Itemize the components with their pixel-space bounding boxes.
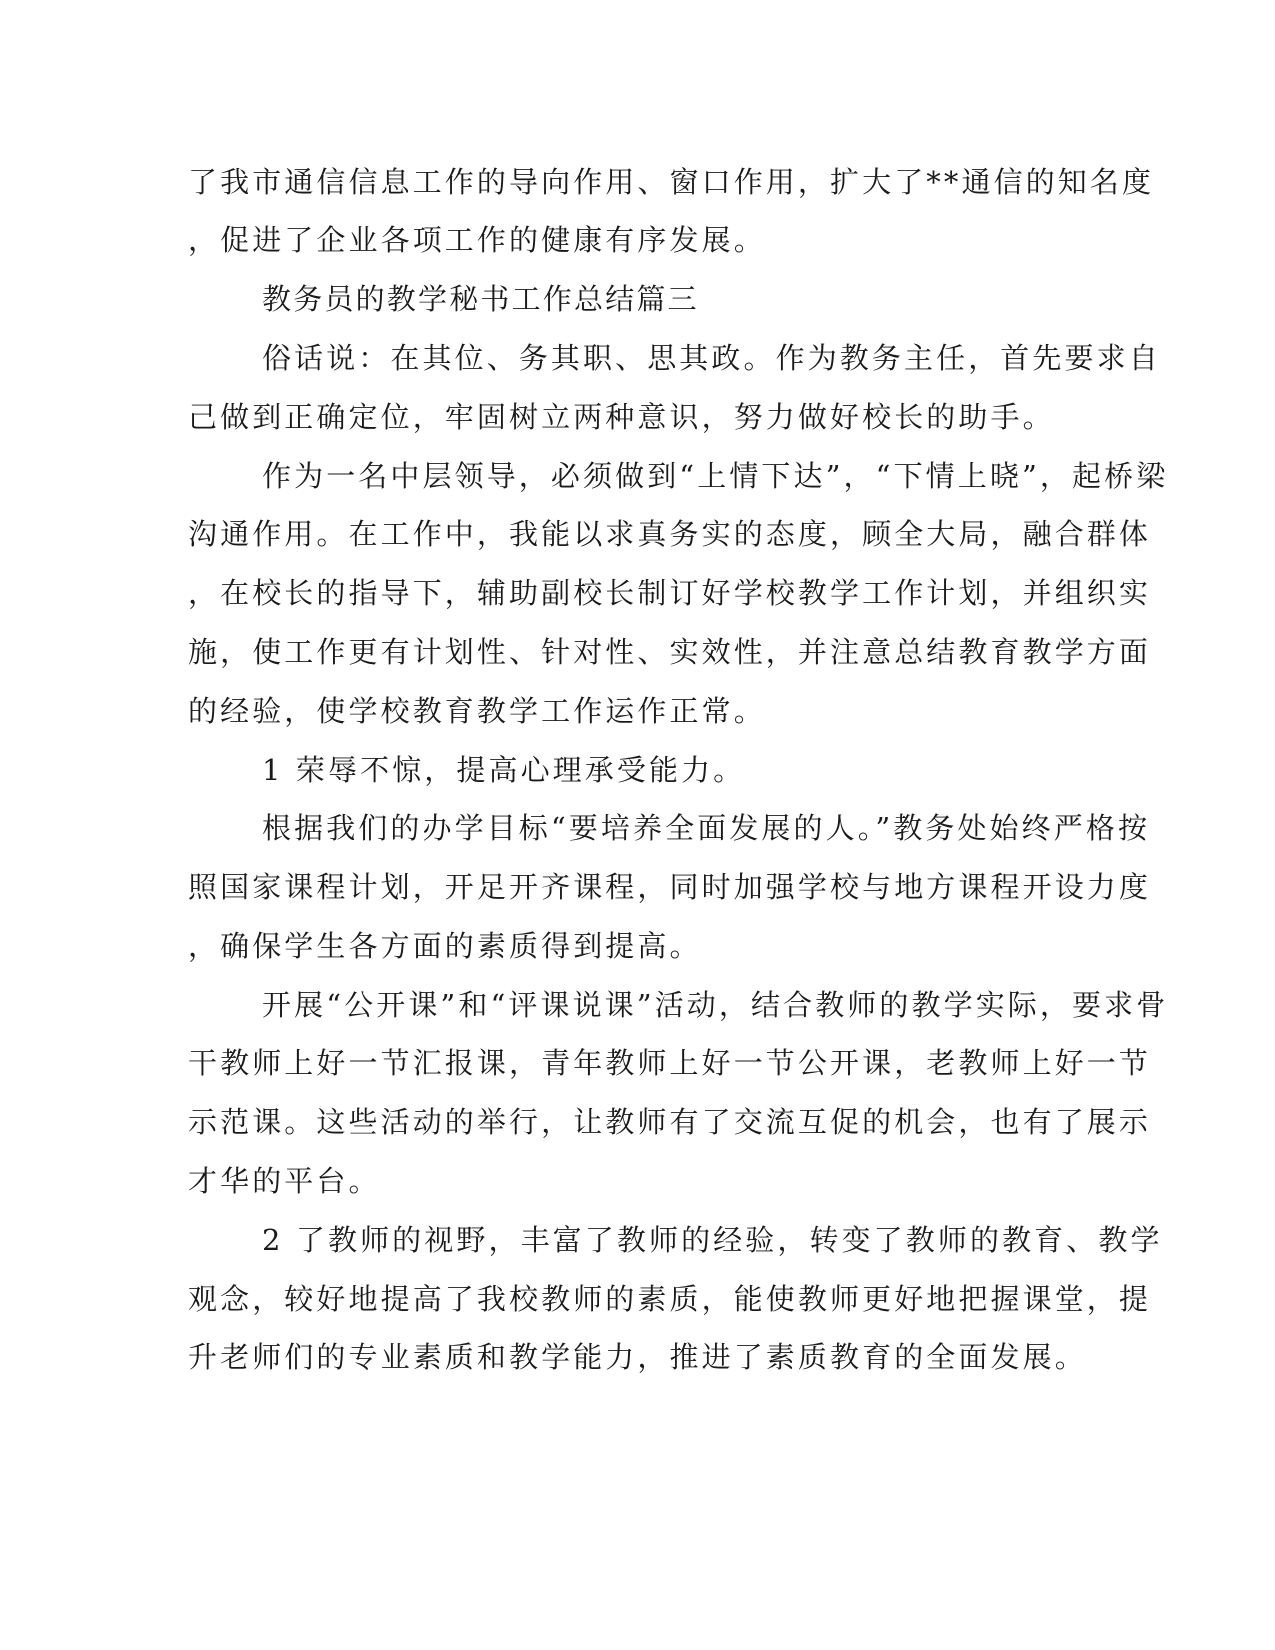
list-item-heading: 1 荣辱不惊，提高心理承受能力。: [262, 753, 746, 787]
list-item-text: 2 了教师的视野，丰富了教师的经验，转变了教师的教育、教学: [262, 1223, 1163, 1257]
text-line: 了我市通信信息工作的导向作用、窗口作用，扩大了**通信的知名度: [188, 165, 1155, 199]
text-line: 沟通作用。在工作中，我能以求真务实的态度，顾全大局，融合群体: [188, 517, 1152, 551]
text-line: 作为一名中层领导，必须做到“上情下达”，“下情上晓”，起桥梁: [262, 459, 1169, 493]
text-line: 开展“公开课”和“评课说课”活动，结合教师的教学实际，要求骨: [262, 988, 1169, 1022]
text-line: 根据我们的办学目标“要培养全面发展的人。”教务处始终严格按: [262, 811, 1151, 845]
text-line: 的经验，使学校教育教学工作运作正常。: [188, 694, 766, 728]
text-line: 己做到正确定位，牢固树立两种意识，努力做好校长的助手。: [188, 400, 1055, 434]
section-heading: 教务员的教学秘书工作总结篇三: [262, 282, 699, 316]
text-line: ，促进了企业各项工作的健康有序发展。: [188, 223, 766, 257]
text-line: ，确保学生各方面的素质得到提高。: [188, 929, 702, 963]
text-line: 干教师上好一节汇报课，青年教师上好一节公开课，老教师上好一节: [188, 1046, 1152, 1080]
text-line: 俗话说：在其位、务其职、思其政。作为教务主任，首先要求自: [262, 341, 1161, 375]
text-line: 照国家课程计划，开足开齐课程，同时加强学校与地方课程开设力度: [188, 870, 1152, 904]
text-line: 施，使工作更有计划性、针对性、实效性，并注意总结教育教学方面: [188, 635, 1152, 669]
text-line: 示范课。这些活动的举行，让教师有了交流互促的机会，也有了展示: [188, 1105, 1152, 1139]
text-line: 才华的平台。: [188, 1164, 381, 1198]
text-line: 升老师们的专业素质和教学能力，推进了素质教育的全面发展。: [188, 1340, 1087, 1374]
text-line: 观念，较好地提高了我校教师的素质，能使教师更好地把握课堂，提: [188, 1282, 1152, 1316]
text-line: ，在校长的指导下，辅助副校长制订好学校教学工作计划，并组织实: [188, 576, 1152, 610]
